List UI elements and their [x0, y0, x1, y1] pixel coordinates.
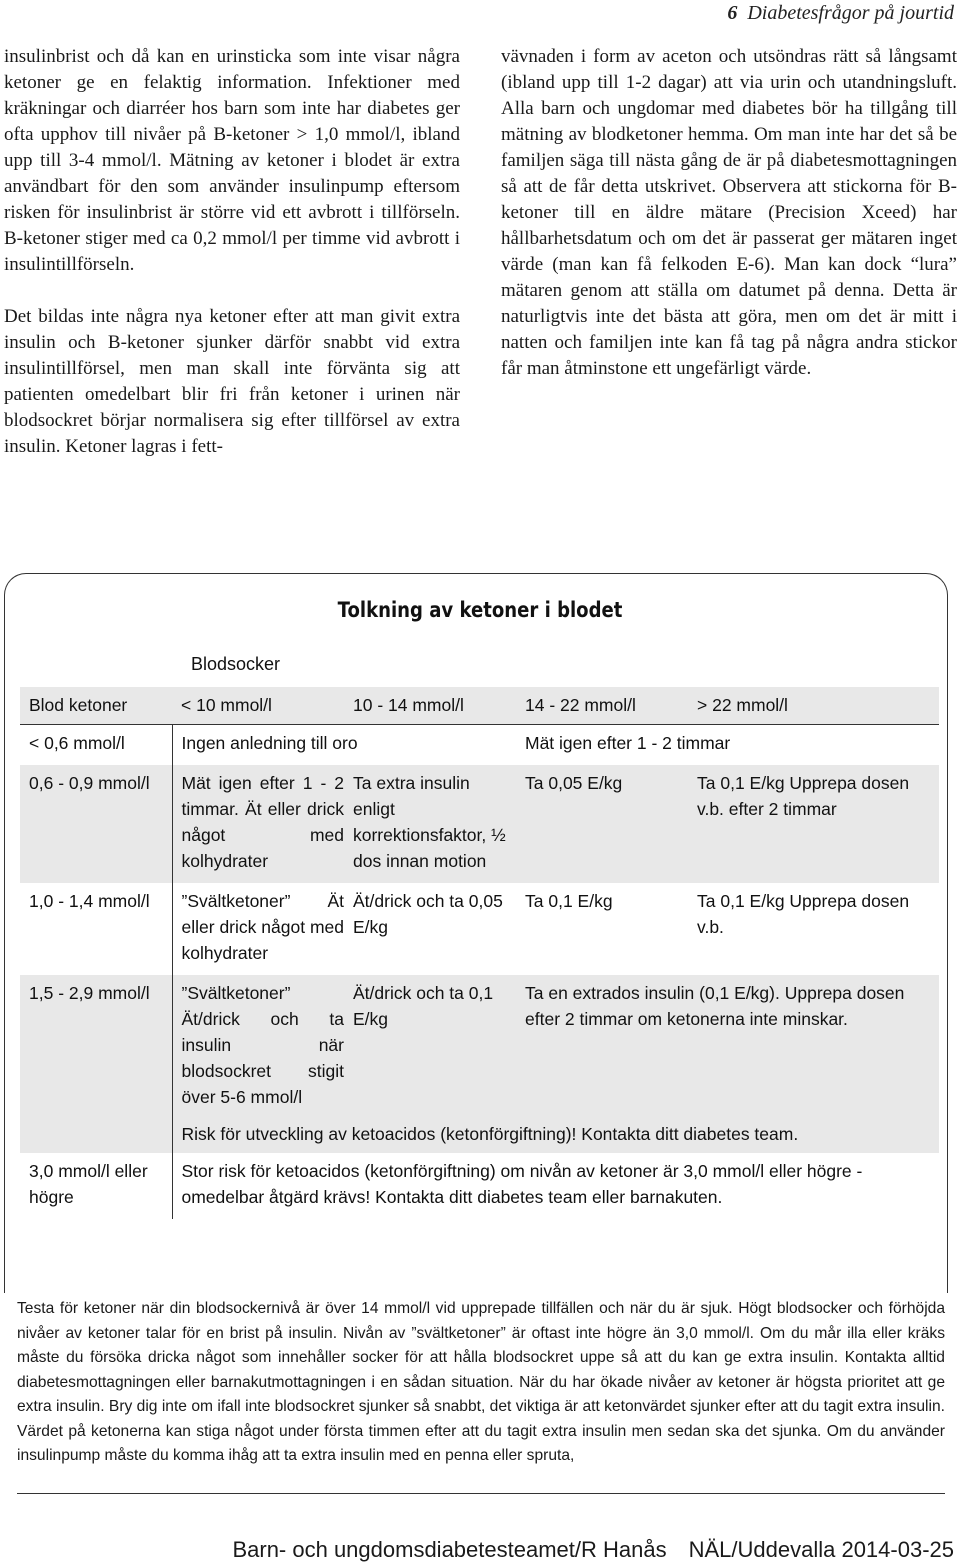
- table-row: [20, 975, 939, 1119]
- header-cell: > 22 mmol/l: [688, 687, 939, 725]
- ketone-level-cell: 0,6 - 0,9 mmol/l: [20, 765, 172, 883]
- paragraph: insulinbrist och då kan en urinsticka som inte visar några ketoner ge en felaktig information. Infektioner med kräkningar och diarréer hos barn som inte har diabetes ger ofta upphov till nivåer på B-ketoner > 1,0 mmol/l, ibland upp till 3-4 mmol/l. Mätning av ketoner i blodet är extra användbart för den som använder insulinpump eftersom risken för insulinbrist är större vid ett avbrott i tillförseln. B-ketoner stiger med ca 0,2 mmol/l per timme vid avbrott i insulintillförseln.: [4, 46, 460, 275]
- right-column: [501, 44, 957, 382]
- table-cell: Ta 0,1 E/kg: [525, 891, 613, 911]
- footer-org-date: NÄL/Uddevalla 2014-03-25: [688, 1537, 954, 1562]
- blood-sugar-label: Blodsocker: [191, 654, 281, 674]
- table-cell: Ta 0,1 E/kg Upprepa dosen v.b. efter 2 timmar: [688, 765, 939, 883]
- table-cell: Mät igen efter 1 - 2 timmar: [525, 733, 731, 753]
- table-header-row: [20, 687, 939, 725]
- advice-footnote: Testa för ketoner när din blodsockernivå är över 14 mmol/l vid upprepade tillfällen och när du är sjuk. Högt blodsocker och förhöjda nivåer av ketoner talar för en brist på insulin. Nivån av ”svältketoner” är oftast inte högre än 3,0 mmol/l. Om du mår illa eller kräks måste du försöka dricka något som innehåller socker för att hålla blodsockret uppe så att du kan ge extra insulin. Kontakta alltid diabetesmottagningen eller barnakutmottagningen i en sådan situation. När du har ökade nivåer av ketoner är högsta prioritet att ge extra insulin. Bry dig inte om ifall inte blodsockret sjunker så snabbt, det viktiga är att ketonvärdet sjunker efter att du tagit extra insulin. Värdet på ketonerna kan stiga något under första timmen efter att du tagit extra insulin men sedan ska det sjunka. Om du använder insulinpump måste du komma ihåg att ta extra insulin med en penna eller spruta,: [17, 1300, 945, 1464]
- table-cell: Mät igen efter 1 - 2 timmar. Ät eller drick något med kolhydrater: [172, 765, 344, 883]
- running-header: [727, 2, 954, 25]
- footnote-rule: [17, 1493, 945, 1494]
- ketone-level-cell: 3,0 mmol/l eller högre: [20, 1153, 172, 1219]
- table-cell: Ta 0,1 E/kg Upprepa dosen v.b.: [697, 891, 910, 937]
- table-row: [20, 1153, 939, 1219]
- table-cell: Ät/drick och ta 0,1 E/kg: [344, 975, 516, 1119]
- ketone-interpretation-table: [20, 687, 939, 1219]
- page-footer: [232, 1537, 954, 1563]
- table-row: [20, 765, 939, 883]
- table-row: [20, 725, 939, 766]
- table-cell: Ät/drick och ta 0,05 E/kg: [353, 891, 503, 937]
- header-cell: Blod ketoner: [20, 687, 172, 725]
- left-column: [4, 44, 460, 460]
- risk-warning-cell: Risk för utveckling av ketoacidos (ketonförgiftning)! Kontakta ditt diabetes team.: [172, 1119, 939, 1153]
- page-number: 6: [727, 2, 738, 24]
- running-title: Diabetesfrågor på jourtid: [747, 2, 954, 24]
- ketone-level-cell: < 0,6 mmol/l: [20, 725, 172, 766]
- header-cell: 14 - 22 mmol/l: [516, 687, 688, 725]
- table-cell: ”Svältketoner” Ät eller drick något med kolhydrater: [181, 891, 344, 963]
- table-cell: Ta en extrados insulin (0,1 E/kg). Upprepa dosen efter 2 timmar om ketonerna inte minskar.: [516, 975, 939, 1119]
- table-cell: Ingen anledning till oro: [181, 733, 358, 753]
- table-cell: ”Svältketoner” Ät/drick och ta insulin när blodsockret stigit över 5-6 mmol/l: [172, 975, 344, 1119]
- table-cell: Ta extra insulin enligt korrektionsfaktor, ½ dos innan motion: [344, 765, 516, 883]
- header-cell: < 10 mmol/l: [172, 687, 344, 725]
- table-cell: Ta 0,05 E/kg: [516, 765, 688, 883]
- paragraph: Det bildas inte några nya ketoner efter att man givit extra insulin och B-ketoner sjunker därför snabbt vid extra insulintillförsel, men man skall inte förvänta sig att patienten omedelbart blir fri från ketoner i urinen när blodsockret börjar normalisera sig efter tillförsel av extra insulin. Ketoner lagras i fett-: [4, 306, 460, 457]
- footer-team: Barn- och ungdomsdiabetesteamet/R Hanås: [232, 1537, 667, 1562]
- header-cell: 10 - 14 mmol/l: [344, 687, 516, 725]
- danger-warning-cell: Stor risk för ketoacidos (ketonförgiftning) om nivån av ketoner är 3,0 mmol/l eller högre - omedelbar åtgärd krävs! Kontakta ditt diabetes team eller barnakuten.: [181, 1161, 863, 1207]
- table-row: [20, 883, 939, 975]
- paragraph: vävnaden i form av aceton och utsöndras rätt så långsamt (ibland upp till 1-2 dagar) att via urin och utandningsluft. Alla barn och ungdomar med diabetes bör ha tillgång till mätning av blodketoner hemma. Om man inte har det så be familjen säga till nästa gång de är på diabetesmottagningen så att de får detta utskrivet. Observera att stickorna för B-ketoner till en äldre mätare (Precision Xceed) har hållbarhetsdatum och om det är passerat ger mätaren inget värde (man kan få felkoden E-6). Man kan dock “lura” mätaren genom att ställa om datumet på denna. Detta är naturligtvis inte det bästa att göra, men om det är mitt i natten och familjen inte kan få tag på några andra stickor får man åtminstone ett ungefärligt värde.: [501, 46, 957, 379]
- ketone-level-cell: 1,5 - 2,9 mmol/l: [20, 975, 172, 1153]
- table-title: Tolkning av ketoner i blodet: [337, 598, 623, 622]
- ketone-level-cell: 1,0 - 1,4 mmol/l: [20, 883, 172, 975]
